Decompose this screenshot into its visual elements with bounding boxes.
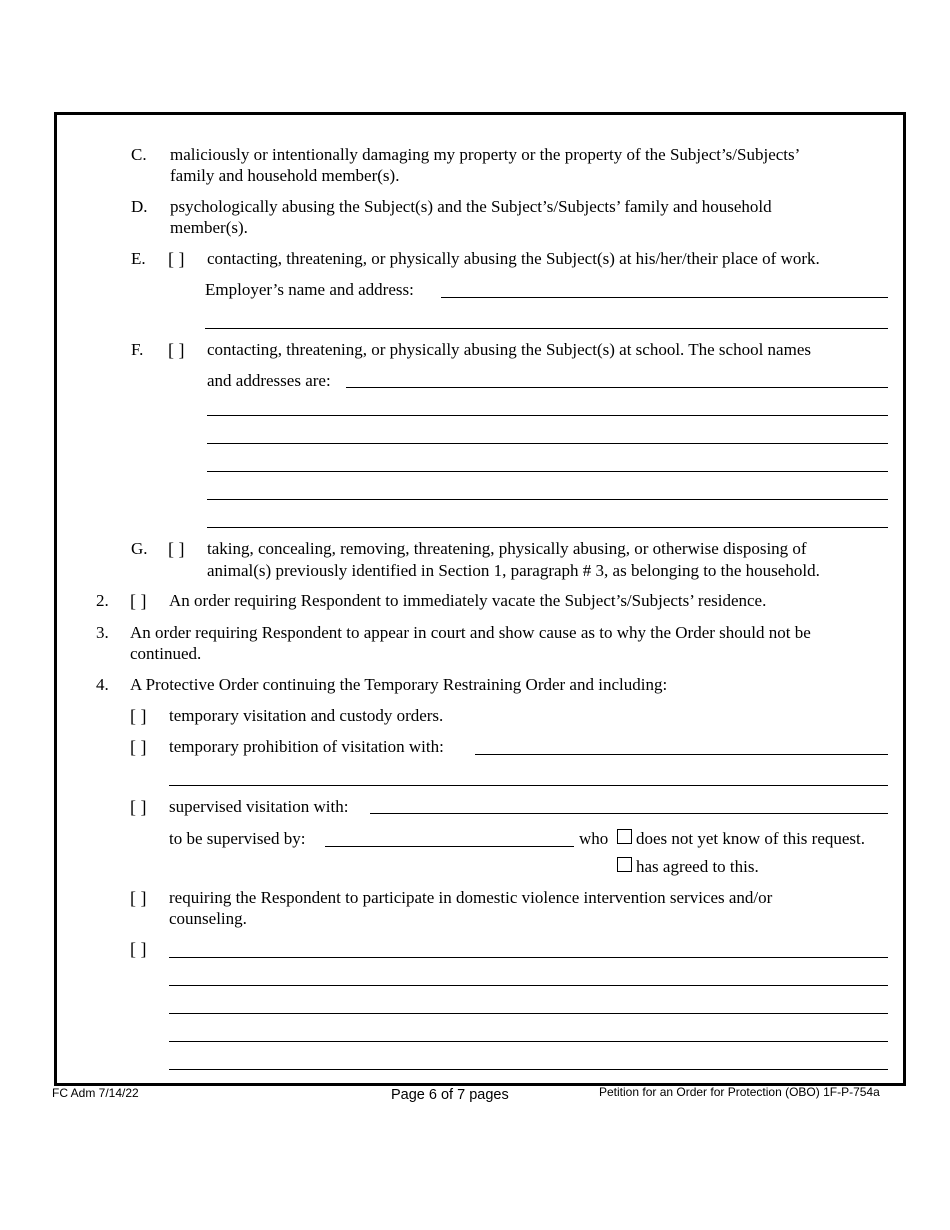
item-g-text-line1: taking, concealing, removing, threatening, physically abusing, or otherwise disposing of — [207, 539, 807, 558]
prohibition-field-line-1[interactable] — [475, 754, 888, 755]
counseling-checkbox[interactable]: [ ] — [130, 888, 147, 908]
item-2-label: 2. — [96, 591, 109, 610]
item-4-label: 4. — [96, 675, 109, 694]
item-c-text-line2: family and household member(s). — [170, 166, 400, 185]
other-field-line-5[interactable] — [169, 1069, 888, 1070]
footer-form-date: FC Adm 7/14/22 — [52, 1086, 139, 1100]
who-label: who — [579, 829, 609, 848]
item-2-checkbox[interactable]: [ ] — [130, 591, 147, 611]
other-option-checkbox[interactable]: [ ] — [130, 939, 147, 959]
school-field-line-3[interactable] — [207, 443, 888, 444]
prohibition-field-line-2[interactable] — [169, 785, 888, 786]
item-e-checkbox[interactable]: [ ] — [168, 249, 185, 269]
counseling-option-text-line2: counseling. — [169, 909, 247, 928]
item-f-checkbox[interactable]: [ ] — [168, 340, 185, 360]
item-e-text: contacting, threatening, or physically abusing the Subject(s) at his/her/their place of work. — [207, 249, 820, 268]
employer-field-line-1[interactable] — [441, 297, 888, 298]
supervised-by-label: to be supervised by: — [169, 829, 306, 848]
item-3-text-line1: An order requiring Respondent to appear in court and show cause as to why the Order should not be — [130, 623, 811, 642]
item-3-text-line2: continued. — [130, 644, 202, 663]
has-agreed-checkbox[interactable] — [617, 857, 632, 872]
prohibition-option-text: temporary prohibition of visitation with: — [169, 737, 444, 756]
item-d-text-line1: psychologically abusing the Subject(s) and the Subject’s/Subjects’ family and household — [170, 197, 772, 216]
employer-field-line-2[interactable] — [205, 328, 888, 329]
item-f-label: F. — [131, 340, 144, 359]
other-field-line-4[interactable] — [169, 1041, 888, 1042]
footer-form-title: Petition for an Order for Protection (OBO) 1F-P-754a — [599, 1085, 880, 1099]
school-field-line-1[interactable] — [346, 387, 888, 388]
item-g-label: G. — [131, 539, 148, 558]
item-3-label: 3. — [96, 623, 109, 642]
supervised-checkbox[interactable]: [ ] — [130, 797, 147, 817]
item-c-label: C. — [131, 145, 147, 164]
has-agreed-text: has agreed to this. — [636, 857, 759, 876]
not-yet-know-text: does not yet know of this request. — [636, 829, 865, 848]
other-field-line-2[interactable] — [169, 985, 888, 986]
visitation-checkbox[interactable]: [ ] — [130, 706, 147, 726]
footer-page-number: Page 6 of 7 pages — [391, 1087, 509, 1103]
employer-field-label: Employer’s name and address: — [205, 280, 414, 299]
item-g-text-line2: animal(s) previously identified in Section 1, paragraph # 3, as belonging to the household. — [207, 561, 820, 580]
school-field-label: and addresses are: — [207, 371, 331, 390]
prohibition-checkbox[interactable]: [ ] — [130, 737, 147, 757]
school-field-line-2[interactable] — [207, 415, 888, 416]
item-f-text: contacting, threatening, or physically abusing the Subject(s) at school. The school names — [207, 340, 811, 359]
other-field-line-3[interactable] — [169, 1013, 888, 1014]
other-field-line-1[interactable] — [169, 957, 888, 958]
item-d-text-line2: member(s). — [170, 218, 248, 237]
item-g-checkbox[interactable]: [ ] — [168, 539, 185, 559]
supervised-field-line[interactable] — [370, 813, 888, 814]
not-yet-know-checkbox[interactable] — [617, 829, 632, 844]
item-c-text-line1: maliciously or intentionally damaging my property or the property of the Subject’s/Subjects’ — [170, 145, 801, 164]
school-field-line-5[interactable] — [207, 499, 888, 500]
school-field-line-4[interactable] — [207, 471, 888, 472]
item-d-label: D. — [131, 197, 148, 216]
item-4-text: A Protective Order continuing the Temporary Restraining Order and including: — [130, 675, 668, 694]
item-e-label: E. — [131, 249, 146, 268]
supervised-option-text: supervised visitation with: — [169, 797, 349, 816]
counseling-option-text-line1: requiring the Respondent to participate in domestic violence intervention services and/or — [169, 888, 773, 907]
supervised-by-field-line[interactable] — [325, 846, 574, 847]
school-field-line-6[interactable] — [207, 527, 888, 528]
visitation-option-text: temporary visitation and custody orders. — [169, 706, 444, 725]
item-2-text: An order requiring Respondent to immediately vacate the Subject’s/Subjects’ residence. — [169, 591, 767, 610]
